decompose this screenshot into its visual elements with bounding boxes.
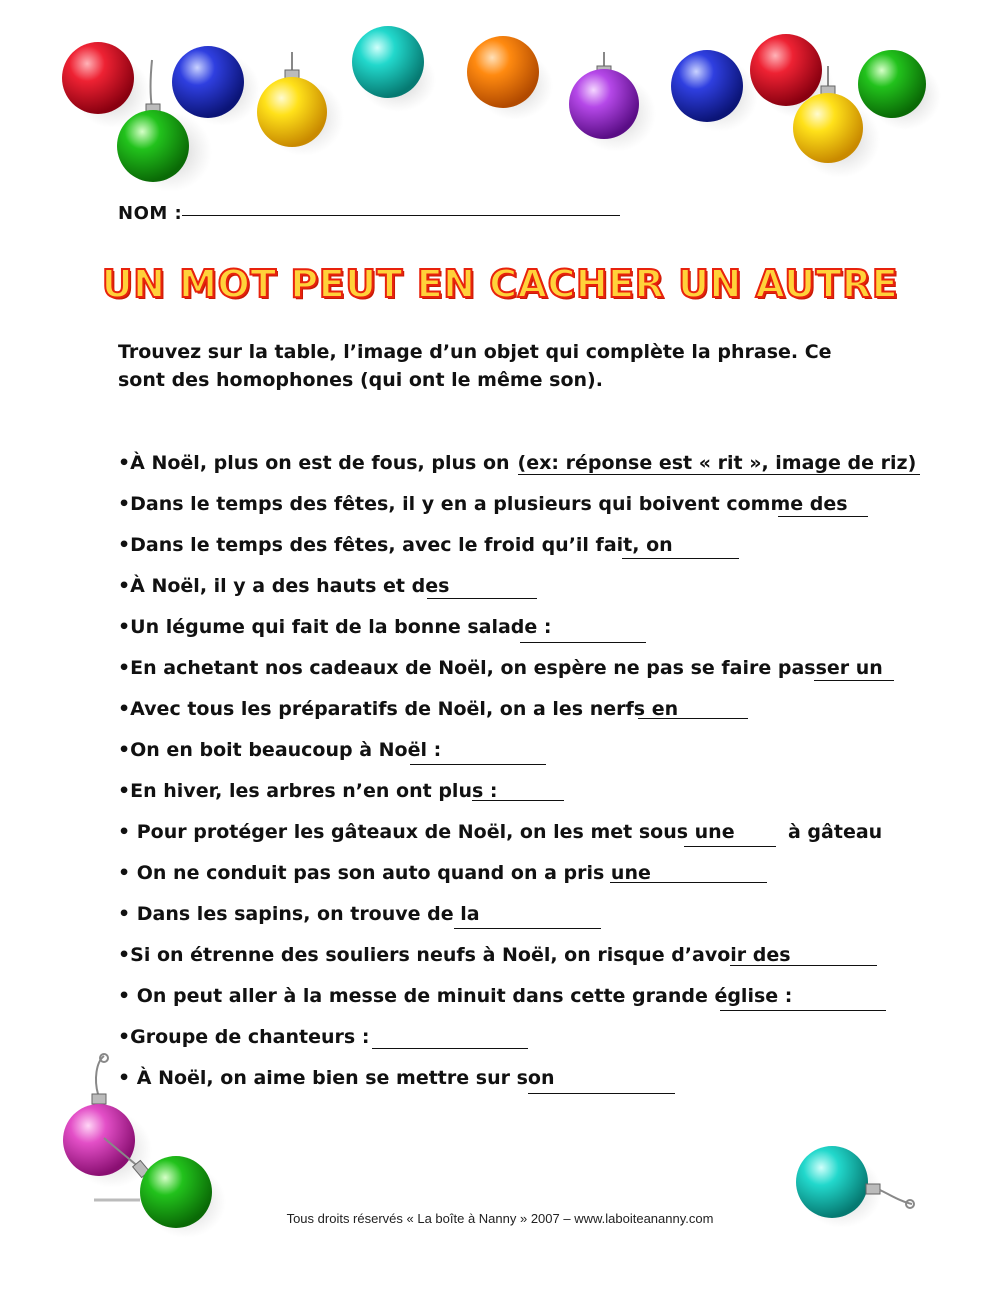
item-text: • On ne conduit pas son auto quand on a pris une — [118, 862, 651, 884]
list-item — [118, 452, 920, 482]
list-item — [118, 698, 678, 728]
item-text: •Groupe de chanteurs : — [118, 1026, 370, 1048]
copyright-footer: Tous droits réservés « La boîte à Nanny » 2007 – www.laboiteananny.com — [286, 1211, 714, 1226]
answer-blank[interactable] — [684, 846, 776, 847]
example-answer: (ex: réponse est « rit », image de riz) — [518, 452, 921, 475]
item-text: • Dans les sapins, on trouve de la — [118, 903, 480, 925]
answer-blank[interactable] — [520, 642, 646, 643]
list-item — [118, 944, 791, 974]
answer-blank[interactable] — [638, 718, 748, 719]
answer-blank[interactable] — [778, 516, 868, 517]
item-text: • À Noël, on aime bien se mettre sur son — [118, 1067, 555, 1089]
item-text: • Pour protéger les gâteaux de Noël, on les met sous une — [118, 821, 735, 843]
answer-blank[interactable] — [528, 1093, 675, 1094]
answer-blank[interactable] — [730, 965, 877, 966]
list-item — [118, 739, 441, 769]
instructions-text: Trouvez sur la table, l’image d’un objet qui complète la phrase. Ce sont des homophones (qui ont le même son). — [118, 341, 832, 391]
item-text: •Avec tous les préparatifs de Noël, on a les nerfs en — [118, 698, 679, 720]
list-item — [118, 657, 883, 687]
item-trailing-text: à gâteau — [788, 821, 883, 843]
list-item — [118, 493, 848, 523]
name-label: NOM : — [118, 203, 183, 224]
name-blank-line[interactable] — [182, 215, 620, 216]
list-item — [118, 1026, 369, 1056]
item-text: •On en boit beaucoup à Noël : — [118, 739, 442, 761]
item-text: •À Noël, il y a des hauts et des — [118, 575, 450, 597]
page-title: UN MOT PEUT EN CACHER UN AUTRE — [101, 262, 899, 306]
answer-blank[interactable] — [410, 764, 546, 765]
answer-blank[interactable] — [454, 928, 601, 929]
answer-blank[interactable] — [622, 558, 739, 559]
list-item — [118, 780, 498, 810]
list-item — [118, 616, 552, 646]
item-text: •Un légume qui fait de la bonne salade : — [118, 616, 552, 638]
item-text: •Dans le temps des fêtes, il y en a plusieurs qui boivent comme des — [118, 493, 848, 515]
item-text: • On peut aller à la messe de minuit dans cette grande église : — [118, 985, 793, 1007]
item-text: •À Noël, plus on est de fous, plus on — [118, 452, 510, 474]
answer-blank[interactable] — [372, 1048, 528, 1049]
answer-blank[interactable] — [610, 882, 767, 883]
list-item — [118, 903, 480, 933]
list-item — [118, 985, 792, 1015]
answer-blank[interactable] — [814, 680, 894, 681]
item-text: •Dans le temps des fêtes, avec le froid qu’il fait, on — [118, 534, 673, 556]
answer-blank[interactable] — [472, 800, 564, 801]
item-text: •En hiver, les arbres n’en ont plus : — [118, 780, 498, 802]
answer-blank[interactable] — [720, 1010, 886, 1011]
list-item — [118, 821, 735, 851]
list-item — [118, 1067, 554, 1097]
answer-blank[interactable] — [427, 598, 537, 599]
list-item — [118, 575, 449, 605]
list-item — [118, 862, 651, 892]
item-text: •En achetant nos cadeaux de Noël, on espère ne pas se faire passer un — [118, 657, 883, 679]
list-item — [118, 534, 673, 564]
item-text: •Si on étrenne des souliers neufs à Noël, on risque d’avoir des — [118, 944, 791, 966]
